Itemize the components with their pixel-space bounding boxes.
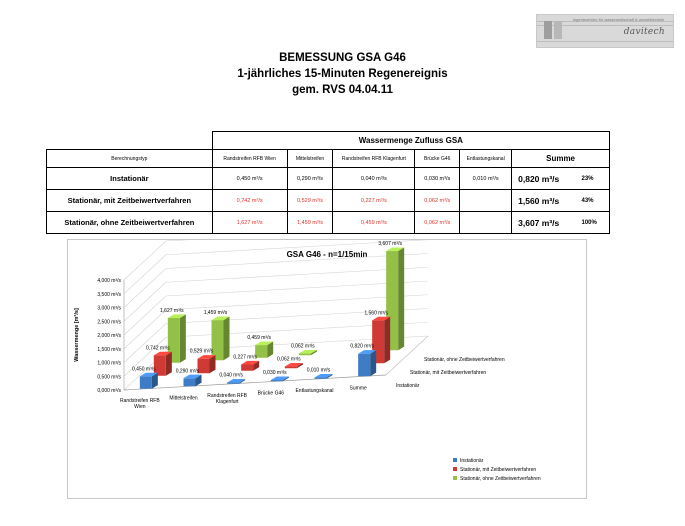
table-group-header-row <box>47 132 610 150</box>
data-label: 0,040 m³/s <box>219 372 243 379</box>
table-cell <box>460 212 512 234</box>
bar <box>271 380 283 381</box>
sum-cell: 3,607 m³/s <box>512 212 576 234</box>
data-label: 0,290 m³/s <box>175 368 200 375</box>
bar-side <box>180 314 186 362</box>
y-axis-label: Wassermenge [m³/s] <box>74 308 80 362</box>
chart-title: GSA G46 - n=1/15min <box>286 250 368 259</box>
bar-side <box>384 317 390 364</box>
table-cell <box>460 190 512 212</box>
data-label: 0,820 m³/s <box>350 343 374 350</box>
bar <box>184 378 196 386</box>
table-corner <box>47 132 213 150</box>
x-tick-label: Randstreifen RFB Wien <box>119 397 160 410</box>
y-tick-label: 3,500 m³/s <box>97 291 121 298</box>
percent-cell: 23% <box>576 168 610 190</box>
x-tick-label: Summe <box>349 385 367 392</box>
data-label: 0,529 m³/s <box>189 348 214 355</box>
page-title: BEMESSUNG GSA G46 <box>279 52 406 64</box>
data-label: 0,030 m³/s <box>263 370 287 377</box>
row-label: Instationär <box>47 168 213 190</box>
legend-swatch <box>453 458 457 462</box>
column-header: Randstreifen RFB Klagenfurt <box>333 150 415 168</box>
row-label: Stationär, ohne Zeitbeiwertverfahren <box>47 212 213 234</box>
legend-entry: Instationär <box>460 458 484 464</box>
y-tick-label: 4,000 m³/s <box>97 278 121 284</box>
bar-chart <box>67 239 587 499</box>
data-label: 0,450 m³/s <box>132 366 156 373</box>
y-tick-label: 2,000 m³/s <box>97 333 121 339</box>
y-tick-label: 0,000 m³/s <box>97 388 121 394</box>
x-tick-label: Mittelstreifen <box>169 395 198 402</box>
table-cell: 1,459 m³/s <box>287 212 333 234</box>
data-label: 3,607 m³/s <box>378 241 402 248</box>
bar <box>299 354 311 356</box>
column-header-sum: Summe <box>512 150 610 168</box>
column-header-typ: Berechnungstyp <box>47 150 213 168</box>
legend-swatch <box>453 476 457 480</box>
data-label: 0,227 m³/s <box>233 354 257 361</box>
bar <box>315 378 327 379</box>
y-tick-label: 2,500 m³/s <box>97 319 121 326</box>
data-label: 0,010 m³/s <box>306 367 331 374</box>
depth-axis-label: Instationär <box>396 383 420 389</box>
page-subtitle: 1-jährliches 15-Minuten Regenereignis <box>237 68 448 80</box>
data-label: 0,062 m³/s <box>291 343 315 350</box>
table-cell: 0,227 m³/s <box>333 190 415 212</box>
bar-side <box>224 317 230 361</box>
table-cell: 0,010 m³/s <box>460 168 512 190</box>
table-row <box>47 168 610 190</box>
logo-brand: davitech <box>623 27 665 37</box>
bar <box>227 383 239 384</box>
depth-axis-label: Stationär, ohne Zeitbeiwertverfahren <box>424 357 505 363</box>
sum-cell: 1,560 m³/s <box>512 190 576 212</box>
chart-svg <box>68 240 586 498</box>
data-label: 0,062 m³/s <box>277 356 301 363</box>
table-column-header-row <box>47 150 610 168</box>
bar <box>358 354 370 377</box>
table-cell: 0,030 m³/s <box>415 168 460 190</box>
data-label: 0,459 m³/s <box>247 335 271 342</box>
table-group-header: Wassermenge Zufluss GSA <box>212 132 609 150</box>
x-tick-label: Randstreifen RFB Klagenfurt <box>207 392 248 405</box>
data-label: 1,459 m³/s <box>203 310 228 317</box>
bar <box>140 376 152 388</box>
table-cell: 0,459 m³/s <box>333 212 415 234</box>
legend-swatch <box>453 467 457 471</box>
column-header: Brücke G46 <box>415 150 460 168</box>
y-tick-label: 0,500 m³/s <box>97 374 121 381</box>
percent-cell: 43% <box>576 190 610 212</box>
data-label: 1,627 m³/s <box>160 308 184 315</box>
logo-tagline: ingenieurbüro für wasserwirtschaft & umwelttechnik <box>573 17 665 22</box>
table-cell: 0,290 m³/s <box>287 168 333 190</box>
table-cell: 0,742 m³/s <box>212 190 287 212</box>
data-label: 1,560 m³/s <box>364 310 388 317</box>
table-row <box>47 190 610 212</box>
company-logo <box>536 14 674 48</box>
bar-side <box>370 350 376 376</box>
legend-entry: Stationär, ohne Zeitbeiwertverfahren <box>460 476 541 482</box>
row-label: Stationär, mit Zeitbeiwertverfahren <box>47 190 213 212</box>
logo-stripe <box>537 41 673 42</box>
x-tick-label: Brücke G46 <box>257 390 285 397</box>
page-subtitle-norm: gem. RVS 04.04.11 <box>292 84 393 96</box>
percent-cell: 100% <box>576 212 610 234</box>
logo-mark-icon <box>543 19 563 41</box>
bar-side <box>398 247 404 350</box>
y-tick-label: 3,000 m³/s <box>97 305 121 312</box>
bar <box>285 367 297 369</box>
table-cell: 0,450 m³/s <box>212 168 287 190</box>
bar <box>241 365 253 371</box>
table-cell: 0,062 m³/s <box>415 212 460 234</box>
bar-side <box>166 352 172 376</box>
table-cell: 0,040 m³/s <box>333 168 415 190</box>
depth-axis-label: Stationär, mit Zeitbeiwertverfahren <box>410 370 487 376</box>
column-header: Mittelstreifen <box>287 150 333 168</box>
table-cell: 0,062 m³/s <box>415 190 460 212</box>
table-cell: 1,627 m³/s <box>212 212 287 234</box>
results-table <box>46 131 610 234</box>
y-tick-label: 1,500 m³/s <box>97 346 121 353</box>
column-header: Randstreifen RFB Wien <box>212 150 287 168</box>
legend-entry: Stationär, mit Zeitbeiwertverfahren <box>460 467 537 473</box>
column-header: Entlastungskanal <box>460 150 512 168</box>
sum-cell: 0,820 m³/s <box>512 168 576 190</box>
table-row <box>47 212 610 234</box>
y-tick-label: 1,000 m³/s <box>97 360 121 367</box>
table-cell: 0,529 m³/s <box>287 190 333 212</box>
data-label: 0,742 m³/s <box>146 345 170 352</box>
x-tick-label: Entlastungskanal <box>295 387 334 394</box>
